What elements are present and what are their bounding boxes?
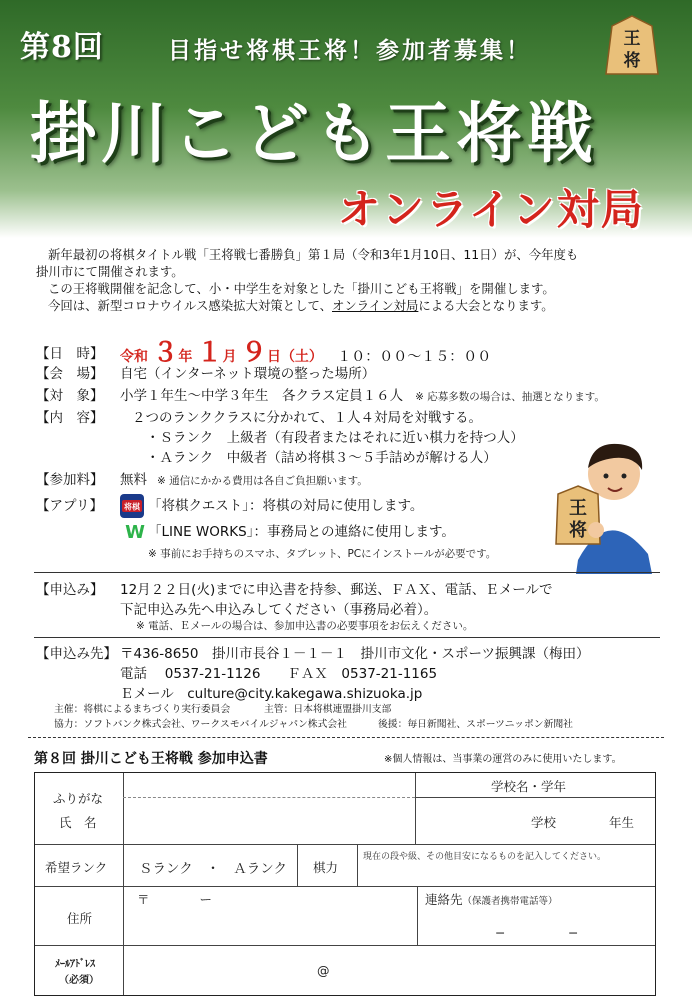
rank-options[interactable]: Ｓランク ・ Ａランク	[139, 861, 287, 877]
date-label: 【日 時】	[36, 346, 104, 362]
page-subtitle: オンライン対局	[338, 185, 645, 234]
app-label: 【アプリ】	[36, 498, 103, 514]
venue-value: 自宅（インターネット環境の整った場所）	[120, 366, 376, 382]
date-weekday: （土）	[280, 349, 323, 365]
contact-label: 【申込み先】	[36, 646, 117, 662]
intro-line-3: この王将戦開催を記念して、小・中学生を対象とした「掛川こども王将戦」を開催します。	[48, 281, 555, 296]
content-line-3: ・Ａランク 中級者（詰め将棋３〜５手詰めが解ける人）	[146, 450, 497, 466]
email-label: ﾒｰﾙｱﾄﾞﾚｽ	[55, 959, 95, 970]
credit-supervisor: 主管：日本将棋連盟掛川支部	[264, 704, 392, 715]
form-title: 第８回 掛川こども王将戦 参加申込書	[34, 751, 268, 767]
shogi-piece-icon	[604, 14, 660, 76]
skill-label: 棋力	[313, 860, 339, 875]
venue-label: 【会 場】	[36, 366, 104, 382]
koma-char-1: 王	[623, 29, 641, 49]
form-divider	[123, 797, 415, 798]
form-divider	[35, 844, 655, 845]
target-value	[120, 384, 605, 404]
contact-address: 〒436-8650 掛川市長谷１－１－１ 掛川市文化・スポーツ振興課（梅田）	[120, 646, 590, 662]
name-label: 氏 名	[59, 815, 97, 830]
form-divider	[123, 773, 124, 995]
contact-label-text: 連絡先	[425, 892, 463, 907]
apply-label: 【申込み】	[36, 582, 104, 598]
form-divider	[417, 886, 418, 945]
intro-line-1: 新年最初の将棋タイトル戦「王将戦七番勝負」第１局（令和3年1月10日、11日）が、今年度も	[48, 247, 579, 262]
fee-label: 【参加料】	[36, 472, 104, 488]
app-2-text: 「LINE WORKS」：事務局との連絡に使用します。	[148, 524, 455, 540]
privacy-note: ※個人情報は、当事業の運営のみに使用いたします。	[384, 754, 622, 765]
form-divider	[415, 773, 416, 844]
intro-line-4	[36, 297, 666, 314]
koma-char-2: 将	[623, 51, 641, 71]
mascot-child-illustration	[548, 434, 668, 574]
target-note: ※ 応募多数の場合は、抽選となります。	[415, 391, 605, 403]
content-line-2: ・Ｓランク 上級者（有段者またはそれに近い棋力を持つ人）	[146, 430, 524, 446]
form-divider	[35, 886, 655, 887]
venue-row	[36, 362, 676, 382]
guardian-contact-label	[425, 890, 558, 908]
line-works-icon-label: W	[125, 522, 145, 542]
contact-hint: （保護者携帯電話等）	[462, 896, 558, 907]
school-header: 学校名・学年	[491, 779, 567, 794]
apply-note: ※ 電話、Ｅメールの場合は、参加申込書の必要事項をお伝えください。	[136, 620, 474, 632]
fee-value	[120, 468, 368, 488]
app-note: ※ 事前にお手持ちのスマホ、タブレット、PCにインストールが必要です。	[148, 548, 497, 560]
contact-email: Ｅメール culture@city.kakegawa.shizuoka.jp	[120, 686, 423, 702]
credit-sponsor: 後援：毎日新聞社、スポーツニッポン新聞社	[378, 719, 573, 730]
target-text: 小学１年生〜中学３年生 各クラス定員１６人	[120, 388, 404, 404]
date-era: 令和	[120, 349, 148, 365]
content-label: 【内 容】	[36, 410, 104, 426]
date-day: ９	[240, 338, 267, 368]
app-1-text: 「将棋クエスト」：将棋の対局に使用します。	[148, 498, 424, 514]
date-time: １０：００〜１５：００	[337, 349, 492, 365]
content-line-1: ２つのランククラスに分かれて、１人４対局を対戦する。	[132, 410, 483, 426]
date-month: １	[196, 338, 223, 368]
skill-hint: 現在の段や級、その他目安になるものを記入してください。	[363, 852, 607, 862]
mascot-koma-char-1: 王	[569, 498, 587, 519]
section-divider	[34, 637, 660, 638]
intro-line-2: 掛川市にて開催されます。	[36, 264, 184, 279]
furigana-label: ふりがな	[53, 791, 104, 806]
form-divider	[297, 844, 298, 886]
shogi-quest-icon-label: 将棋	[124, 502, 140, 512]
shogi-quest-app-icon	[120, 494, 144, 518]
line-works-app-icon	[124, 520, 146, 542]
cut-line	[28, 737, 664, 738]
tagline: 目指せ将棋王将！参加者募集！	[168, 38, 532, 64]
mascot-koma-char-2: 将	[569, 520, 587, 541]
apply-line-1: 12月２２日(火)までに申込書を持参、郵送、ＦＡＸ、電話、Ｅメールで	[120, 582, 553, 598]
school-suffix: 学校	[531, 815, 557, 830]
credit-cooperation: 協力：ソフトバンク株式会社、ワークスモバイルジャパン株式会社	[54, 719, 347, 730]
contact-phone-input[interactable]: − −	[495, 925, 579, 940]
date-day-unit: 日	[266, 349, 281, 365]
page-title: 掛川こども王将戦	[30, 94, 598, 172]
email-required: （必須）	[59, 975, 99, 986]
fee-note: ※ 通信にかかる費用は各自ご負担願います。	[157, 475, 368, 487]
email-input[interactable]: @	[317, 963, 330, 978]
date-year-unit: 年	[178, 349, 193, 365]
apply-line-2: 下記申込み先へ申込みしてください（事務局必着）。	[120, 602, 438, 618]
credit-organizer: 主催：将棋によるまちづくり実行委員会	[54, 704, 231, 715]
form-divider	[35, 945, 655, 946]
target-label: 【対 象】	[36, 388, 104, 404]
intro-text	[36, 246, 666, 314]
form-divider	[415, 797, 655, 798]
contact-phone: 電話 0537-21-1126 ＦＡＸ 0537-21-1165	[120, 666, 438, 682]
intro-line-4-pre: 今回は、新型コロナウイルス感染拡大対策として、	[48, 298, 332, 313]
contact-row	[36, 642, 676, 702]
date-month-unit: 月	[222, 349, 237, 365]
edition-label: 第8回	[20, 30, 104, 65]
section-divider	[34, 572, 660, 573]
fee-text: 無料	[120, 472, 147, 488]
furigana-input[interactable]	[125, 777, 415, 797]
address-postal[interactable]: 〒 ー	[137, 892, 213, 907]
rank-label: 希望ランク	[45, 860, 108, 875]
date-year: ３	[152, 338, 179, 368]
application-form	[34, 772, 656, 996]
target-row	[36, 384, 676, 404]
apply-row	[36, 578, 676, 638]
name-input[interactable]	[125, 799, 415, 843]
form-divider	[357, 844, 358, 886]
intro-line-4-post: による大会となります。	[418, 298, 554, 313]
grade-suffix: 年生	[609, 815, 635, 830]
header-banner	[0, 0, 692, 238]
intro-line-4-underlined: オンライン対局	[332, 298, 419, 313]
address-label: 住所	[67, 911, 93, 926]
